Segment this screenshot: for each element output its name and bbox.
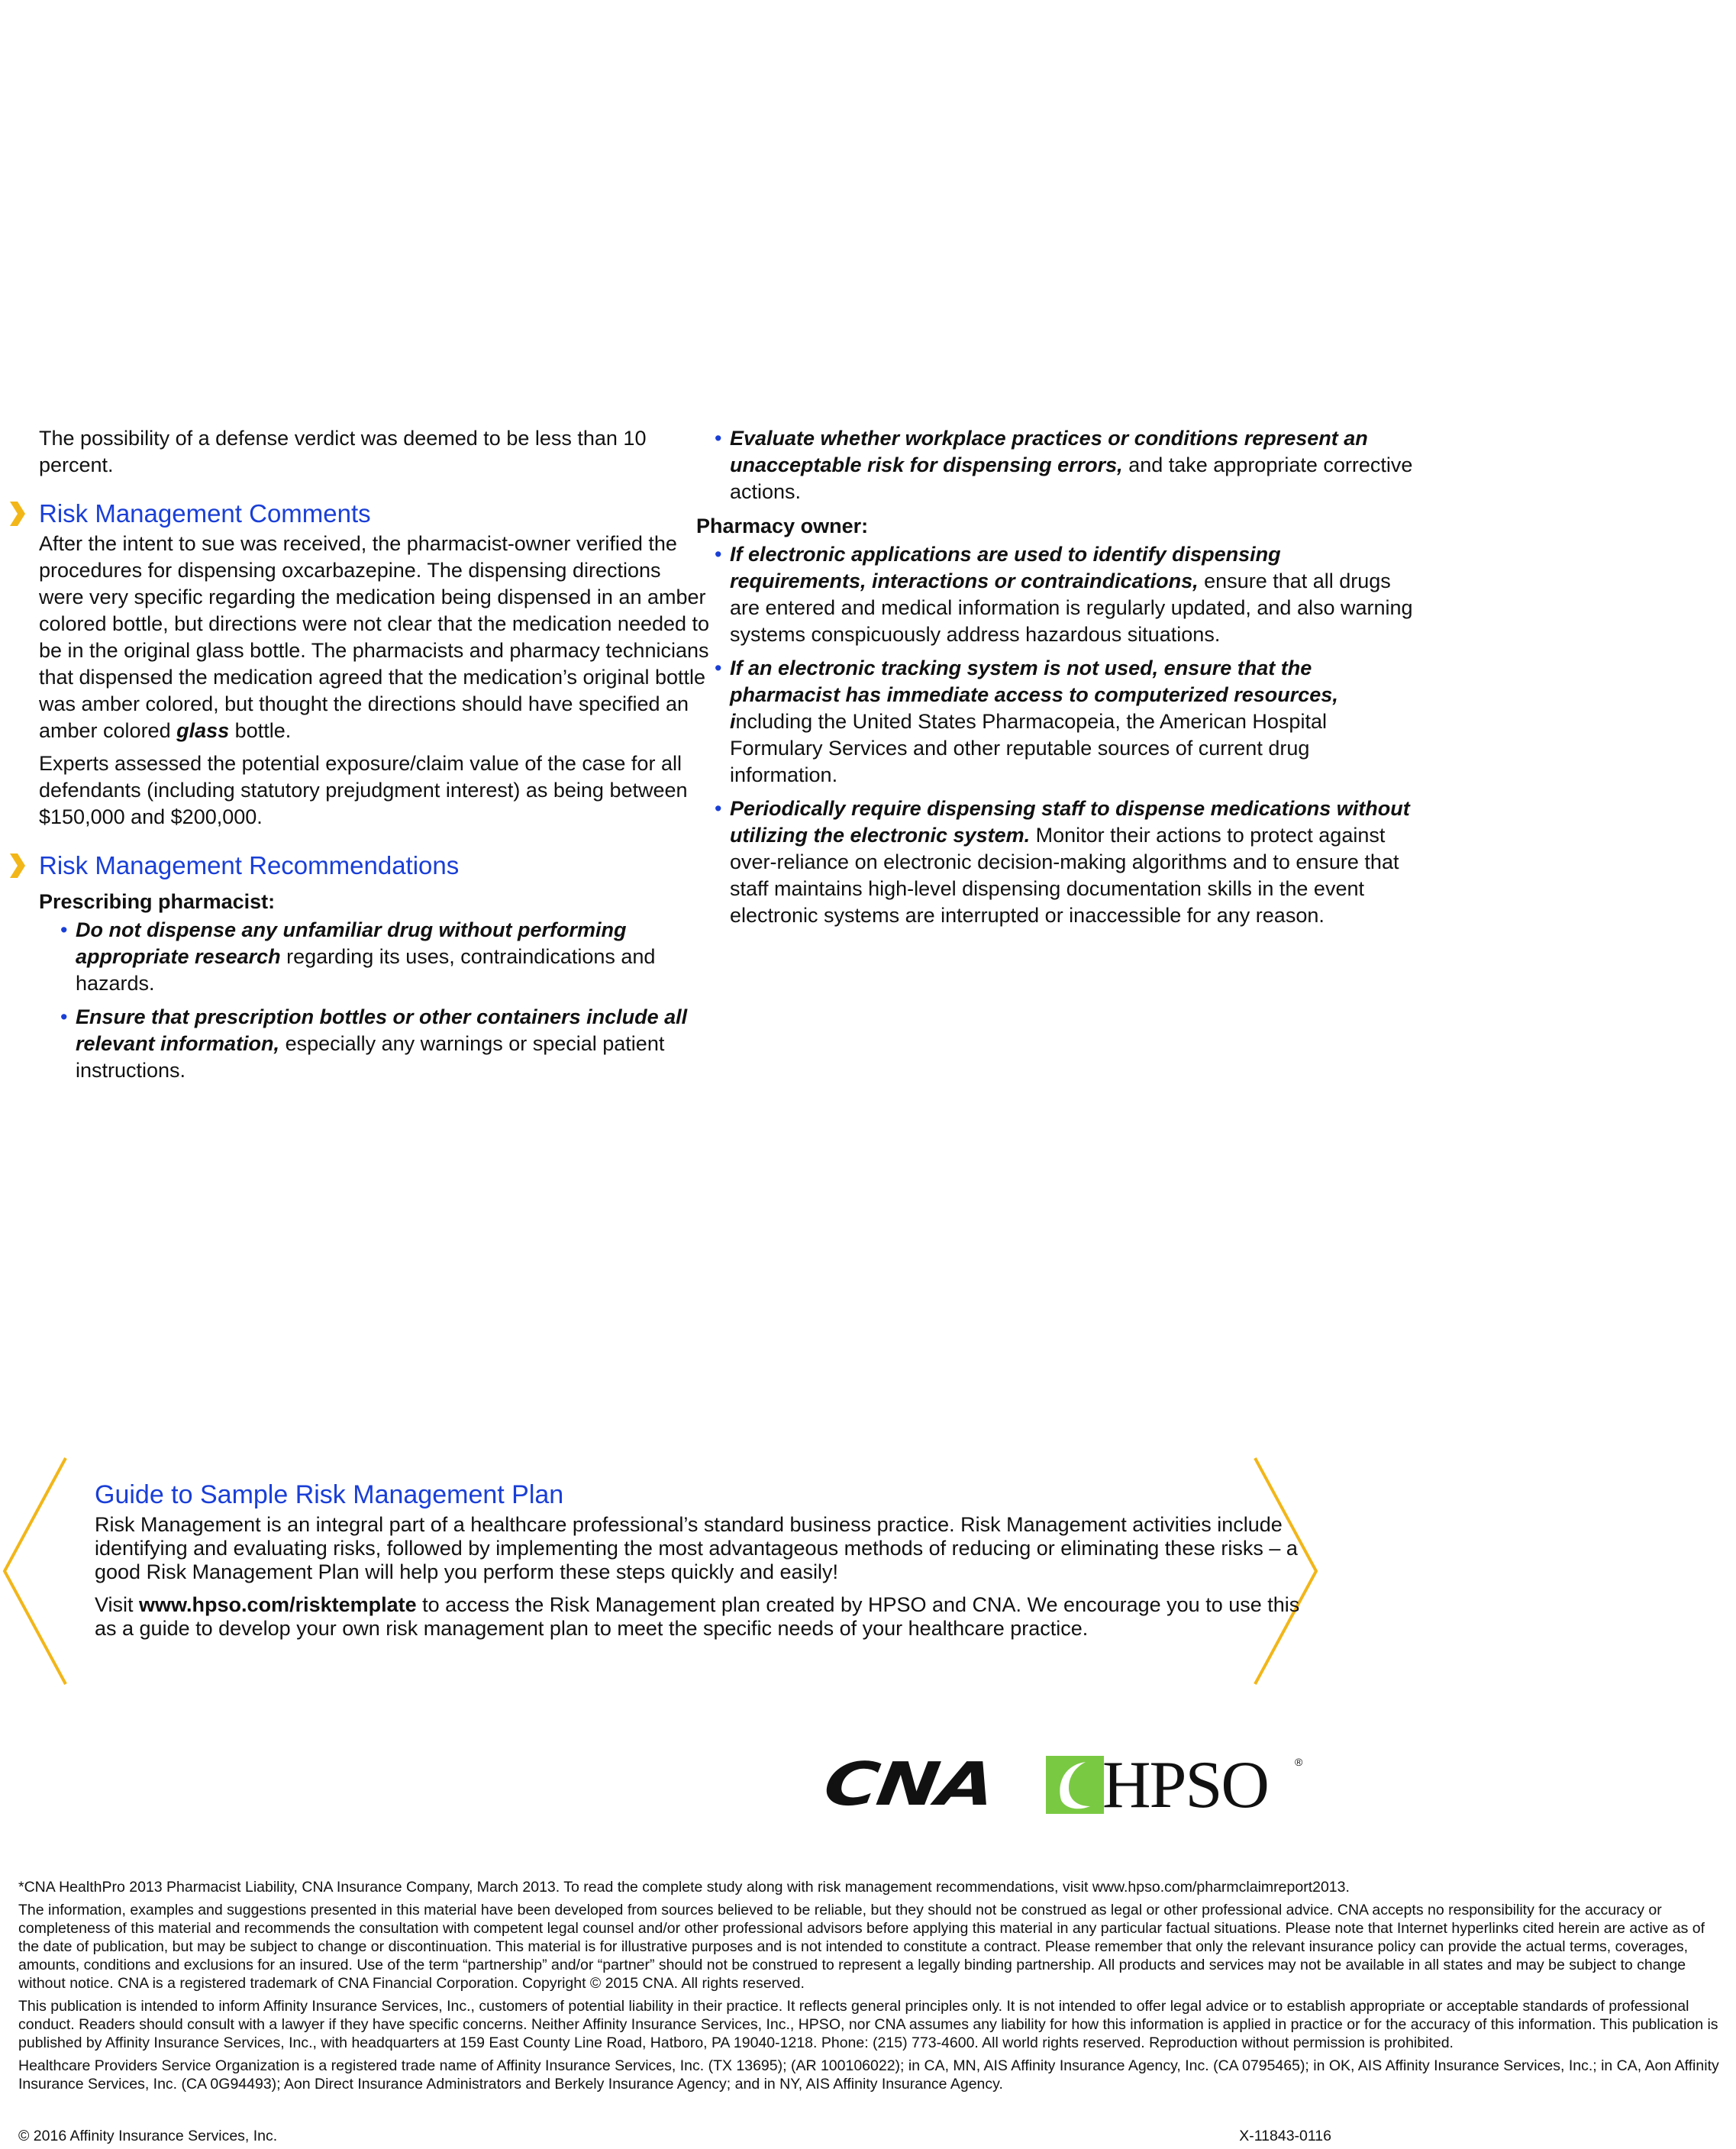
hpso-logo: HPSO ® xyxy=(1046,1756,1305,1814)
recommendations-heading-text: Risk Management Recommendations xyxy=(39,851,460,879)
comments-heading xyxy=(39,499,711,529)
left-bracket-icon xyxy=(0,1457,69,1686)
hpso-leaf-icon xyxy=(1046,1756,1104,1814)
chevron-right-icon xyxy=(8,853,25,878)
comments-paragraph-2: Experts assessed the potential exposure/claim value of the case for all defendants (including statutory prejudgment interest) as being between $150,000 and $200,000. xyxy=(39,752,688,828)
document-code: X-11843-0116 xyxy=(1239,2128,1331,2144)
left-column xyxy=(39,425,711,1091)
right-column xyxy=(696,425,1421,936)
list-item: • If an electronic tracking system is not used, ensure that the pharmacist has immediate access to computerized resources, including the United States Pharmacopeia, the American Hospital Formulary Services and other reputable sources of current drug information. xyxy=(715,657,1338,786)
bullet-icon: • xyxy=(60,1005,68,1028)
footer-bottom-line xyxy=(18,2127,1331,2145)
bullet-icon: • xyxy=(715,427,722,450)
list-item: • Periodically require dispensing staff to dispense medications without utilizing the electronic system. Monitor their actions to protect against over-reliance on electronic decision-making algorithms and to ensure that staff maintains high-level dispensing documentation skills in the event electronic systems are interrupted or inaccessible for any reason. xyxy=(715,797,1410,927)
guide-paragraph-1: Risk Management is an integral part of a healthcare professional’s standard business practice. Risk Management activities include identifying and evaluating risks, followed by implementing the most advantageous methods of reducing or eliminating these risks – a good Risk Management Plan will help you perform these steps quickly and easily! xyxy=(95,1513,1298,1583)
footer-affinity-disclaimer: This publication is intended to inform Affinity Insurance Services, Inc., customers of potential liability in their practice. It reflects general principles only. It is not intended to offer legal advice or to establish appropriate or acceptable standards of professional conduct. Readers should consult with a lawyer if they have specific concerns. Neither Affinity Insurance Services, Inc., HPSO, nor CNA assumes any liability for how this information is applied in practice or for the accuracy of this information. This publication is published by Affinity Insurance Services, Inc., with headquarters at 159 East County Line Road, Hatboro, PA 19040-1218. Phone: (215) 773-4600. All world rights reserved. Reproduction without permission is prohibited. xyxy=(18,1998,1718,2051)
list-item: • Ensure that prescription bottles or other containers include all relevant information, especially any warnings or special patient instructions. xyxy=(60,1005,688,1082)
bullet-icon: • xyxy=(715,797,722,820)
risk-template-link[interactable]: www.hpso.com/risktemplate xyxy=(139,1593,417,1616)
list-item: • If electronic applications are used to identify dispensing requirements, interactions or contraindications, ensure that all drugs are entered and medical information is regularly updated, and also warning systems conspicuously address hazardous situations. xyxy=(715,543,1413,646)
guide-title: Guide to Sample Risk Management Plan xyxy=(95,1480,564,1509)
pharmacy-owner-label: Pharmacy owner: xyxy=(696,515,869,537)
list-item: • Evaluate whether workplace practices or conditions represent an unacceptable risk for dispensing errors, and take appropriate corrective actions. xyxy=(715,427,1413,503)
bullet-icon: • xyxy=(715,543,722,566)
owner-bullet-list xyxy=(693,541,1421,929)
recommendations-heading xyxy=(39,850,711,881)
logo-bar xyxy=(819,1748,1313,1822)
glass-emphasis: glass xyxy=(176,719,230,742)
guide-paragraph-2: Visit www.hpso.com/risktemplate to access the Risk Management plan created by HPSO and CNA. We encourage you to use this as a guide to develop your own risk management plan to meet the specific needs of your healthcare practice. xyxy=(95,1593,1300,1640)
prescribing-pharmacist-label: Prescribing pharmacist: xyxy=(39,890,276,913)
comments-paragraph-1: After the intent to sue was received, the pharmacist-owner verified the procedures for dispensing oxcarbazepine. The dispensing directions were very specific regarding the medication being dispensed in an amber colored bottle, but directions were not clear that the medication needed to be in the original glass bottle. The pharmacists and pharmacy technicians that dispensed the medication agreed that the medication’s original bottle was amber colored, but thought the directions should have specified an amber colored glass bottle. xyxy=(39,532,710,742)
footer-source-note: *CNA HealthPro 2013 Pharmacist Liability, CNA Insurance Company, March 2013. To read the complete study along with risk management recommendations, visit www.hpso.com/pharmclaimreport2013. xyxy=(18,1879,1350,1896)
comments-heading-text: Risk Management Comments xyxy=(39,499,371,528)
guide-callout xyxy=(0,1457,1344,1686)
copyright: © 2016 Affinity Insurance Services, Inc. xyxy=(18,2128,278,2144)
list-item: • Do not dispense any unfamiliar drug without performing appropriate research regarding its uses, contraindications and hazards. xyxy=(60,918,656,995)
prescribing-bullet-list xyxy=(39,917,711,1084)
intro-paragraph: The possibility of a defense verdict was deemed to be less than 10 percent. xyxy=(39,427,647,476)
footer-cna-disclaimer: The information, examples and suggestions presented in this material have been developed from sources believed to be reliable, but they should not be construed as legal or other professional advice. CNA accepts no responsibility for the accuracy or completeness of this material and recommends the consultation with competent legal counsel and/or other professional advisors before applying this material in any particular factual situations. Please note that Internet hyperlinks cited herein are active as of the date of publication, but may be subject to change or discontinuation. This material is for illustrative purposes and is not intended to constitute a contract. Please remember that only the relevant insurance policy can provide the actual terms, coverages, amounts, conditions and exclusions for an insured. Use of the term “partnership” and/or “partner” should not be construed to represent a legally binding partnership. All products and services may not be available in all states and may be subject to change without notice. CNA is a registered trademark of CNA Financial Corporation. Copyright © 2015 CNA. All rights reserved. xyxy=(18,1902,1705,1992)
bullet-icon: • xyxy=(715,657,722,679)
guide-content xyxy=(95,1479,1301,1650)
workplace-bullet-list xyxy=(693,425,1421,505)
footer-disclaimer xyxy=(18,1878,1721,2098)
chevron-right-icon xyxy=(8,502,25,526)
bullet-icon: • xyxy=(60,918,68,941)
cna-logo: CNA xyxy=(819,1750,999,1819)
footer-trade-name: Healthcare Providers Service Organization is a registered trade name of Affinity Insurance Services, Inc. (TX 13695); (AR 100106022); in CA, MN, AIS Affinity Insurance Agency, Inc. (CA 0795465); in OK, AIS Affinity Insurance Services, Inc.; in CA, Aon Affinity Insurance Services, Inc. (CA 0G94493); Aon Direct Insurance Administrators and Berkely Insurance Agency; and in NY, AIS Affinity Insurance Agency. xyxy=(18,2057,1719,2093)
